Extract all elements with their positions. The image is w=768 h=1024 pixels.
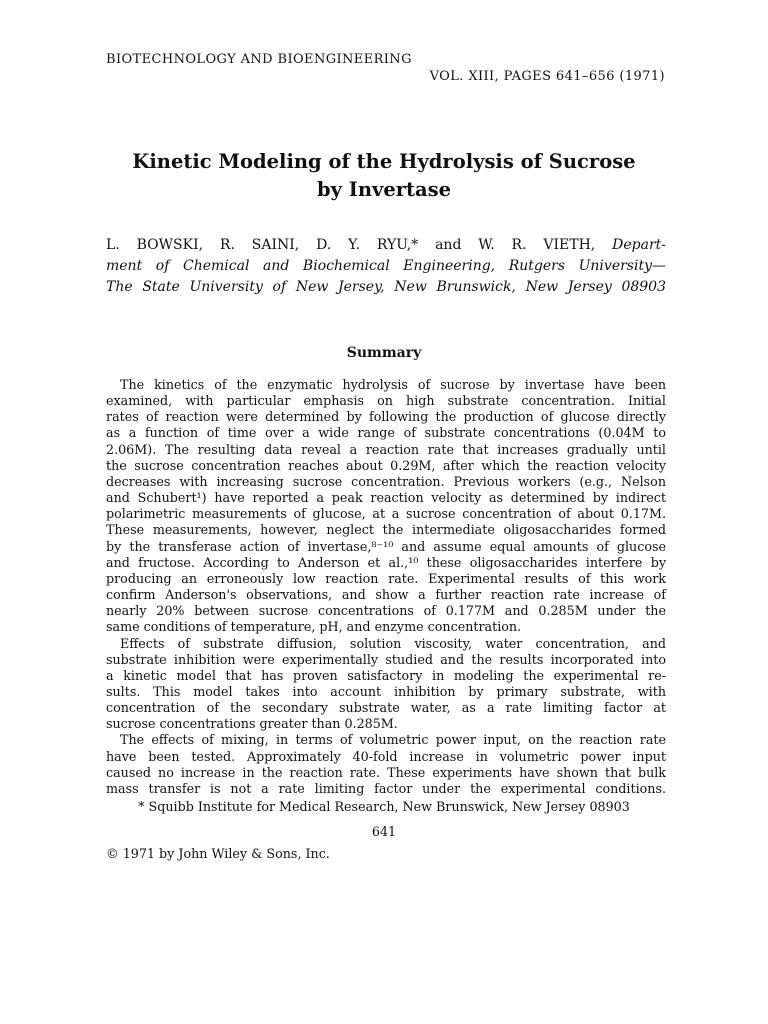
page-number: 641	[371, 824, 397, 839]
volume-info: VOL. XIII, PAGES 641–656 (1971)	[429, 69, 665, 84]
affiliation-part-2: ment of Chemical and Biochemical Engineering, Rutgers University—	[106, 258, 666, 274]
summary-line: by the transferase action of invertase,⁸⁻¹⁰ and assume equal amounts of glucose	[106, 538, 666, 554]
summary-line: decreases with increasing sucrose concentration. Previous workers (e.g., Nelson	[106, 473, 666, 489]
summary-line: concentration of the secondary substrate water, as a rate limiting factor at	[106, 700, 666, 716]
summary-line: examined, with particular emphasis on high substrate concentration. Initial	[106, 393, 666, 409]
title-line-1: Kinetic Modeling of the Hydrolysis of Sucrose	[132, 150, 636, 173]
affiliation-part-1: Depart-	[612, 237, 667, 253]
authors-block	[106, 235, 666, 298]
summary-line: same conditions of temperature, pH, and enzyme concentration.	[106, 619, 522, 635]
summary-line: caused no increase in the reaction rate. These experiments have shown that bulk	[106, 764, 666, 780]
summary-line: producing an erroneously low reaction rate. Experimental results of this work	[106, 570, 666, 586]
authors-line-1	[106, 235, 666, 256]
summary-line: the sucrose concentration reaches about 0.29M, after which the reaction velocity	[106, 457, 666, 473]
summary-body	[106, 377, 666, 797]
summary-line: rates of reaction were determined by following the production of glucose directly	[106, 409, 666, 425]
title-line-2: by Invertase	[316, 178, 452, 201]
summary-line: 2.06M). The resulting data reveal a reaction rate that increases gradually until	[106, 441, 666, 457]
paper-title	[60, 148, 708, 204]
summary-line: polarimetric measurements of glucose, at a sucrose concentration of about 0.17M.	[106, 506, 666, 522]
summary-line: substrate inhibition were experimentally studied and the results incorporated into	[106, 651, 666, 667]
copyright-notice: © 1971 by John Wiley & Sons, Inc.	[106, 846, 330, 861]
summary-line: These measurements, however, neglect the intermediate oligosaccharides formed	[106, 522, 666, 538]
summary-line: a kinetic model that has proven satisfactory in modeling the experimental re-	[106, 667, 666, 683]
summary-line: and Schubert¹) have reported a peak reaction velocity as determined by indirect	[106, 490, 666, 506]
summary-line: sults. This model takes into account inhibition by primary substrate, with	[106, 683, 666, 699]
summary-line: confirm Anderson's observations, and show a further reaction rate increase of	[106, 587, 666, 603]
authors-line-2	[106, 256, 666, 277]
summary-line: mass transfer is not a rate limiting factor under the experimental conditions.	[106, 780, 666, 796]
summary-line: as a function of time over a wide range of substrate concentrations (0.04M to	[106, 425, 666, 441]
summary-heading: Summary	[346, 345, 422, 361]
footnote: * Squibb Institute for Medical Research, New Brunswick, New Jersey 08903	[138, 799, 630, 814]
summary-line: Effects of substrate diffusion, solution viscosity, water concentration, and	[120, 635, 666, 651]
summary-line: nearly 20% between sucrose concentrations of 0.177M and 0.285M under the	[106, 603, 666, 619]
journal-name: BIOTECHNOLOGY AND BIOENGINEERING	[106, 52, 412, 67]
summary-line: and fructose. According to Anderson et al.,¹⁰ these oligosaccharides interfere by	[106, 554, 666, 570]
summary-line: The kinetics of the enzymatic hydrolysis of sucrose by invertase have been	[120, 377, 666, 392]
summary-line: The effects of mixing, in terms of volumetric power input, on the reaction rate	[120, 732, 666, 748]
authors-line-3	[106, 277, 666, 298]
summary-line: have been tested. Approximately 40-fold increase in volumetric power input	[106, 748, 666, 764]
affiliation-part-3: The State University of New Jersey, New Brunswick, New Jersey 08903	[106, 279, 666, 295]
author-names: L. BOWSKI, R. SAINI, D. Y. RYU,* and W. R. VIETH,	[106, 237, 596, 253]
summary-line: sucrose concentrations greater than 0.285M.	[106, 716, 398, 732]
